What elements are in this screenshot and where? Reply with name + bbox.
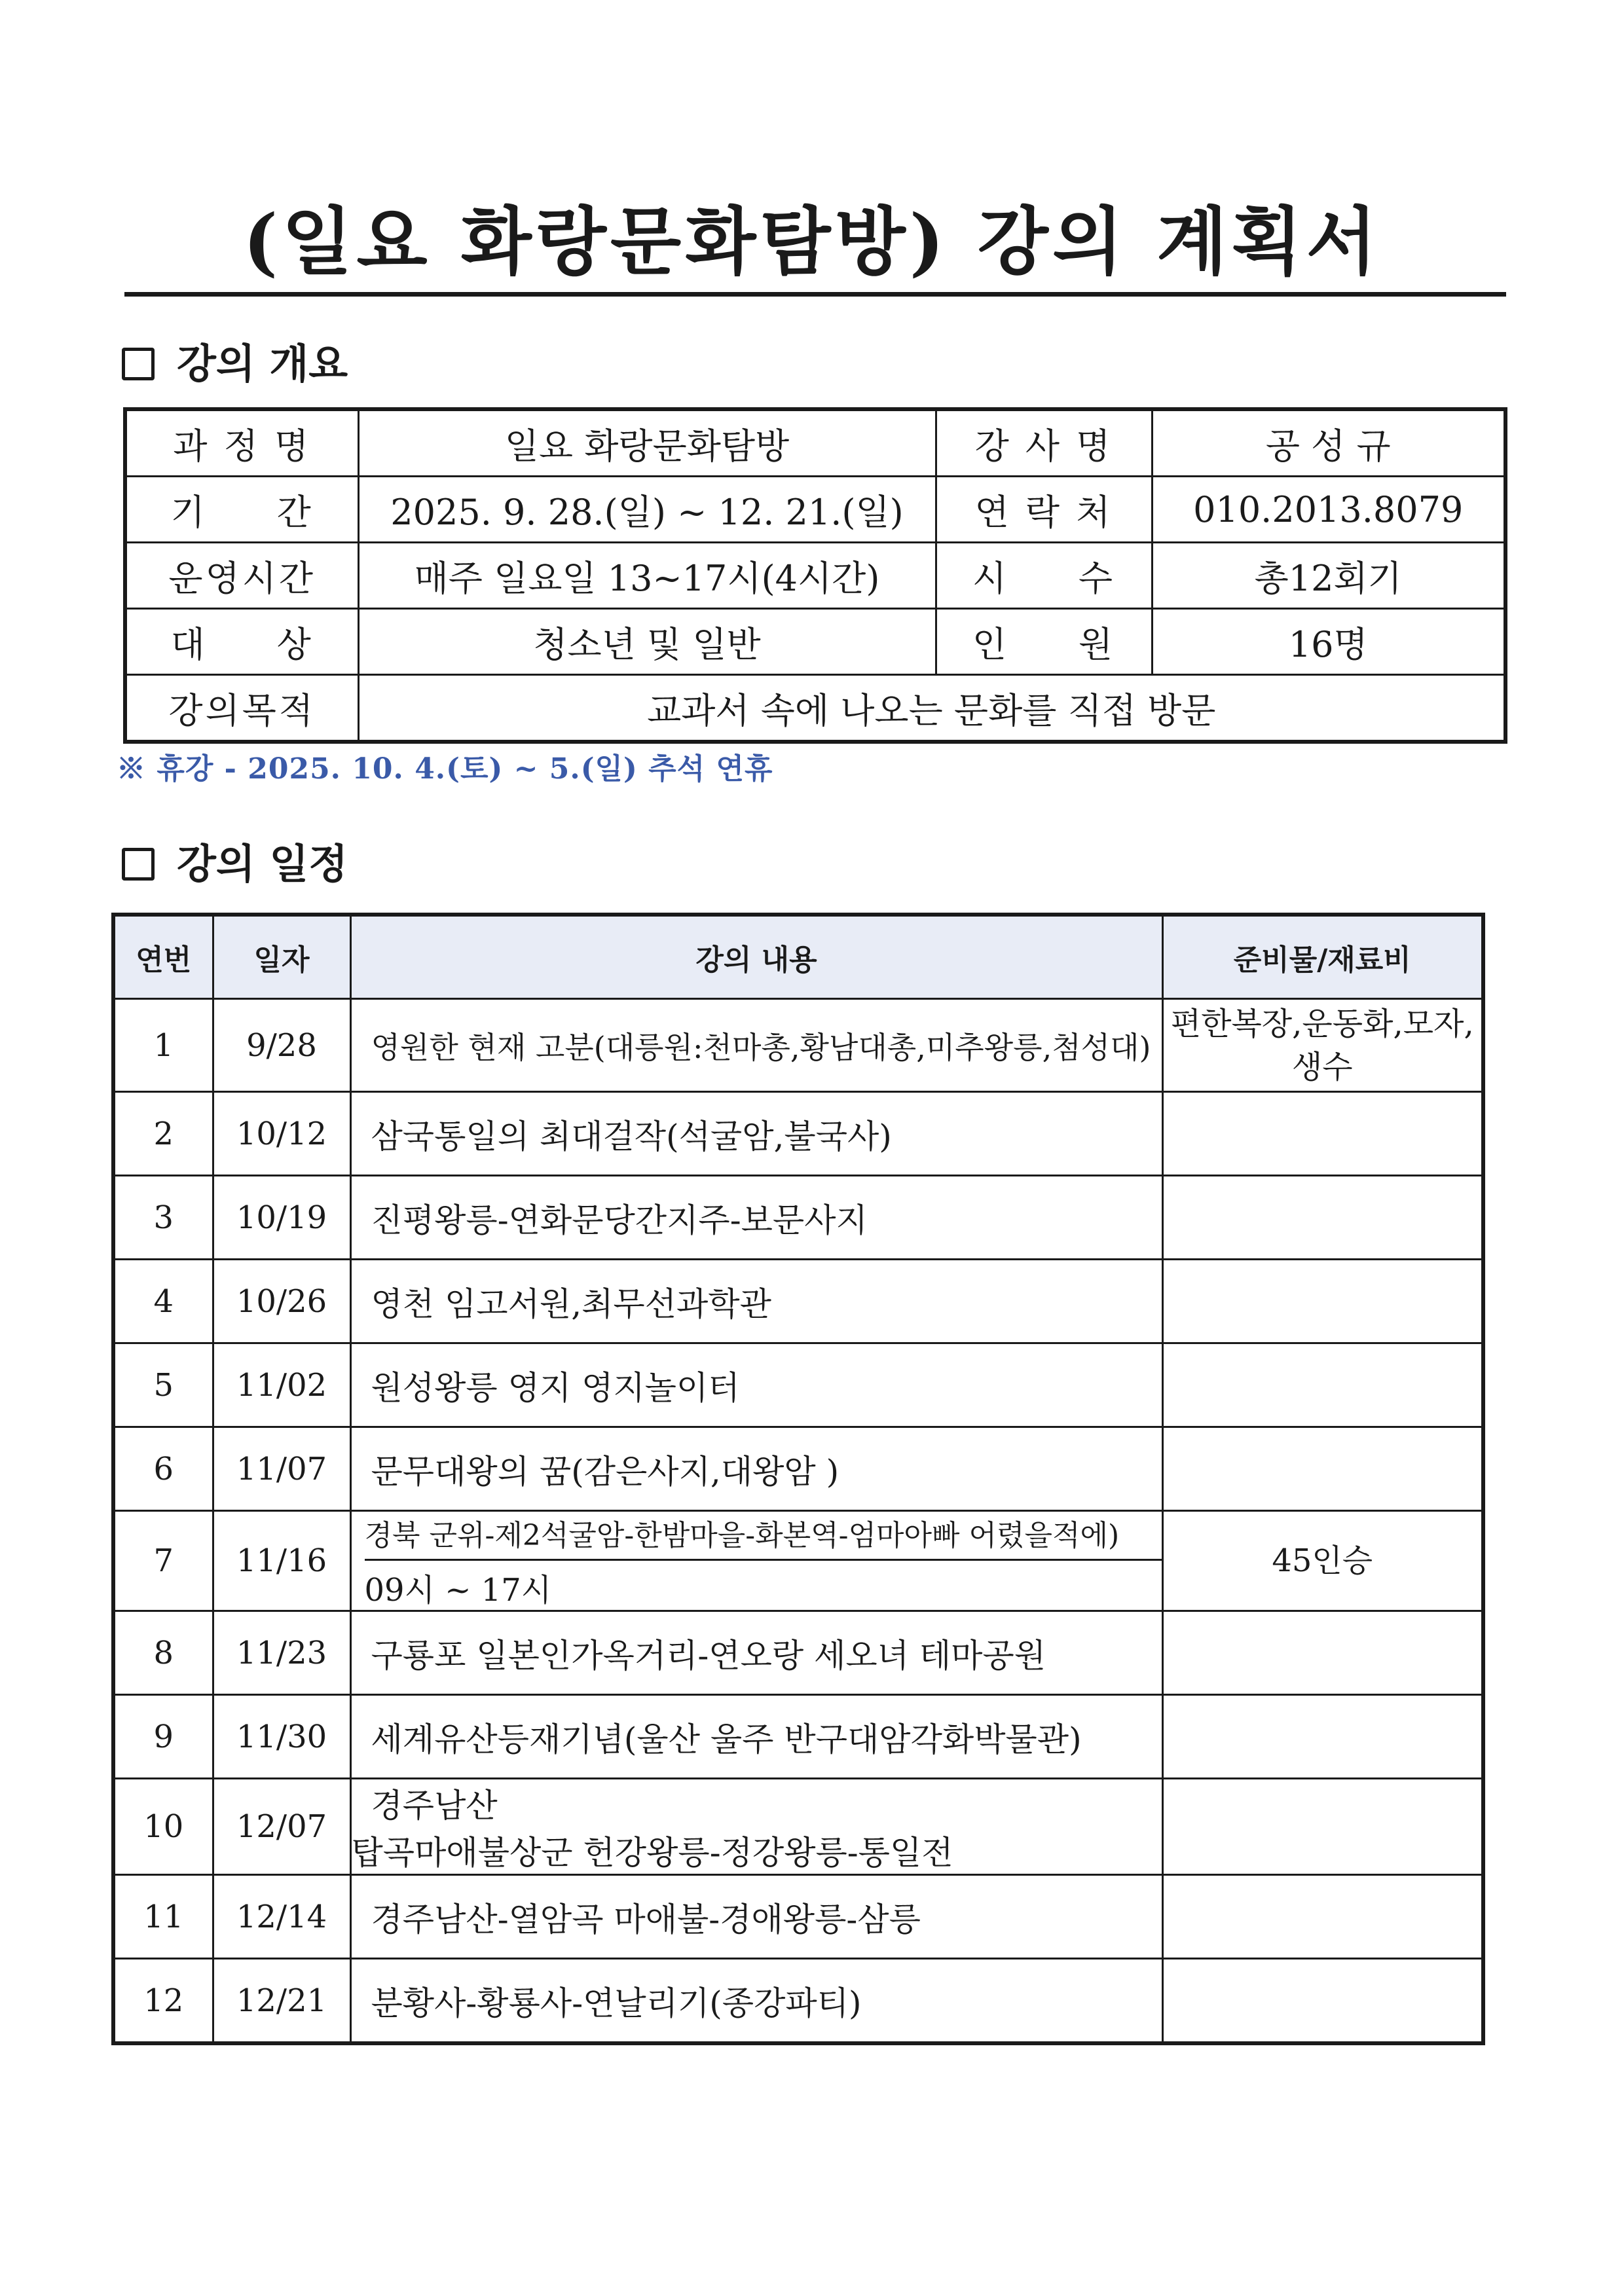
row-no: 9 — [113, 1695, 213, 1779]
instructor-label: 강 사 명 — [936, 409, 1152, 477]
overview-row — [125, 543, 1505, 609]
table-row — [113, 1260, 1483, 1343]
section-heading-label: 강의 개요 — [177, 340, 348, 388]
overview-row — [125, 409, 1505, 477]
sessions-label: 시 수 — [936, 543, 1152, 609]
row-no: 6 — [113, 1427, 213, 1511]
checkbox-square-icon — [122, 348, 155, 380]
row-content-line2: 09시 ~ 17시 — [364, 1572, 552, 1609]
overview-row — [125, 609, 1505, 675]
row-prep — [1162, 1176, 1483, 1260]
row-content: 문무대왕의 꿈(감은사지,대왕암 ) — [350, 1427, 1162, 1511]
row-no: 10 — [113, 1779, 213, 1875]
row-content: 영원한 현재 고분(대릉원:천마총,황남대총,미추왕릉,첨성대) — [350, 999, 1162, 1092]
row-content: 진평왕릉-연화문당간지주-보문사지 — [350, 1176, 1162, 1260]
table-row — [113, 1092, 1483, 1176]
row-content: 원성왕릉 영지 영지놀이터 — [350, 1343, 1162, 1427]
row-date: 12/07 — [213, 1779, 350, 1875]
row-prep — [1162, 1092, 1483, 1176]
row-content: 분황사-황룡사-연날리기(종강파티) — [350, 1959, 1162, 2044]
row-no: 5 — [113, 1343, 213, 1427]
row-date: 11/02 — [213, 1343, 350, 1427]
row-prep — [1162, 1343, 1483, 1427]
row-date: 9/28 — [213, 999, 350, 1092]
row-no: 4 — [113, 1260, 213, 1343]
table-row — [113, 1427, 1483, 1511]
table-row — [113, 1511, 1483, 1611]
purpose-value: 교과서 속에 나오는 문화를 직접 방문 — [358, 675, 1505, 742]
header-prep: 준비물/재료비 — [1162, 915, 1483, 999]
row-no: 8 — [113, 1611, 213, 1695]
row-content: 세계유산등재기념(울산 울주 반구대암각화박물관) — [350, 1695, 1162, 1779]
row-no: 1 — [113, 999, 213, 1092]
target-value: 청소년 및 일반 — [358, 609, 936, 675]
row-content — [350, 1779, 1162, 1875]
holiday-note: ※ 휴강 - 2025. 10. 4.(토) ~ 5.(일) 추석 연휴 — [117, 752, 773, 786]
hours-label: 운영시간 — [125, 543, 358, 609]
contact-value: 010.2013.8079 — [1152, 477, 1505, 543]
row-prep — [1162, 1959, 1483, 2044]
overview-row — [125, 675, 1505, 742]
contact-label: 연 락 처 — [936, 477, 1152, 543]
target-label: 대 상 — [125, 609, 358, 675]
period-value: 2025. 9. 28.(일) ~ 12. 21.(일) — [358, 477, 936, 543]
overview-row — [125, 477, 1505, 543]
row-content — [350, 1511, 1162, 1611]
section-heading-schedule — [122, 838, 348, 890]
table-row — [113, 1176, 1483, 1260]
row-content-line1: 경주남산 — [371, 1787, 498, 1825]
overview-table — [123, 407, 1507, 744]
table-row — [113, 1779, 1483, 1875]
document-title: (일요 화랑문화탐방) 강의 계획서 — [243, 199, 1381, 285]
table-row — [113, 999, 1483, 1092]
table-row — [113, 1695, 1483, 1779]
row-content: 영천 임고서원,최무선과학관 — [350, 1260, 1162, 1343]
checkbox-square-icon — [122, 848, 155, 881]
row-date: 11/07 — [213, 1427, 350, 1511]
sessions-value: 총12회기 — [1152, 543, 1505, 609]
row-prep — [1162, 1427, 1483, 1511]
header-date: 일자 — [213, 915, 350, 999]
table-row — [113, 1611, 1483, 1695]
row-date: 12/14 — [213, 1875, 350, 1959]
people-value: 16명 — [1152, 609, 1505, 675]
row-content-line1: 경북 군위-제2석굴암-한밤마을-화본역-엄마아빠 어렸을적에) — [365, 1512, 1162, 1561]
row-content: 구룡포 일본인가옥거리-연오랑 세오녀 테마공원 — [350, 1611, 1162, 1695]
table-row — [113, 1343, 1483, 1427]
table-row — [113, 1959, 1483, 2044]
table-row — [113, 1875, 1483, 1959]
section-heading-overview — [122, 338, 348, 390]
row-date: 10/12 — [213, 1092, 350, 1176]
header-no: 연번 — [113, 915, 213, 999]
title-underline — [124, 292, 1506, 297]
row-prep — [1162, 1260, 1483, 1343]
row-no: 3 — [113, 1176, 213, 1260]
row-date: 11/23 — [213, 1611, 350, 1695]
row-no: 7 — [113, 1511, 213, 1611]
row-date: 10/19 — [213, 1176, 350, 1260]
header-content: 강의 내용 — [350, 915, 1162, 999]
row-no: 2 — [113, 1092, 213, 1176]
instructor-value: 공 성 규 — [1152, 409, 1505, 477]
row-content: 경주남산-열암곡 마애불-경애왕릉-삼릉 — [350, 1875, 1162, 1959]
section-heading-label: 강의 일정 — [177, 840, 348, 888]
hours-value: 매주 일요일 13~17시(4시간) — [358, 543, 936, 609]
people-label: 인 원 — [936, 609, 1152, 675]
row-prep — [1162, 1875, 1483, 1959]
row-no: 12 — [113, 1959, 213, 2044]
row-date: 11/16 — [213, 1511, 350, 1611]
row-date: 11/30 — [213, 1695, 350, 1779]
course-label: 과 정 명 — [125, 409, 358, 477]
row-content-line2: 탑곡마애불상군 헌강왕릉-정강왕릉-통일전 — [351, 1834, 953, 1872]
row-no: 11 — [113, 1875, 213, 1959]
schedule-header-row — [113, 915, 1483, 999]
row-prep — [1162, 1779, 1483, 1875]
row-prep — [1162, 1611, 1483, 1695]
row-content: 삼국통일의 최대걸작(석굴암,불국사) — [350, 1092, 1162, 1176]
row-prep — [1162, 1695, 1483, 1779]
row-date: 12/21 — [213, 1959, 350, 2044]
row-prep: 45인승 — [1162, 1511, 1483, 1611]
course-value: 일요 화랑문화탐방 — [358, 409, 936, 477]
period-label: 기 간 — [125, 477, 358, 543]
purpose-label: 강의목적 — [125, 675, 358, 742]
schedule-table — [111, 913, 1485, 2045]
row-date: 10/26 — [213, 1260, 350, 1343]
row-prep: 편한복장,운동화,모자, 생수 — [1162, 999, 1483, 1092]
